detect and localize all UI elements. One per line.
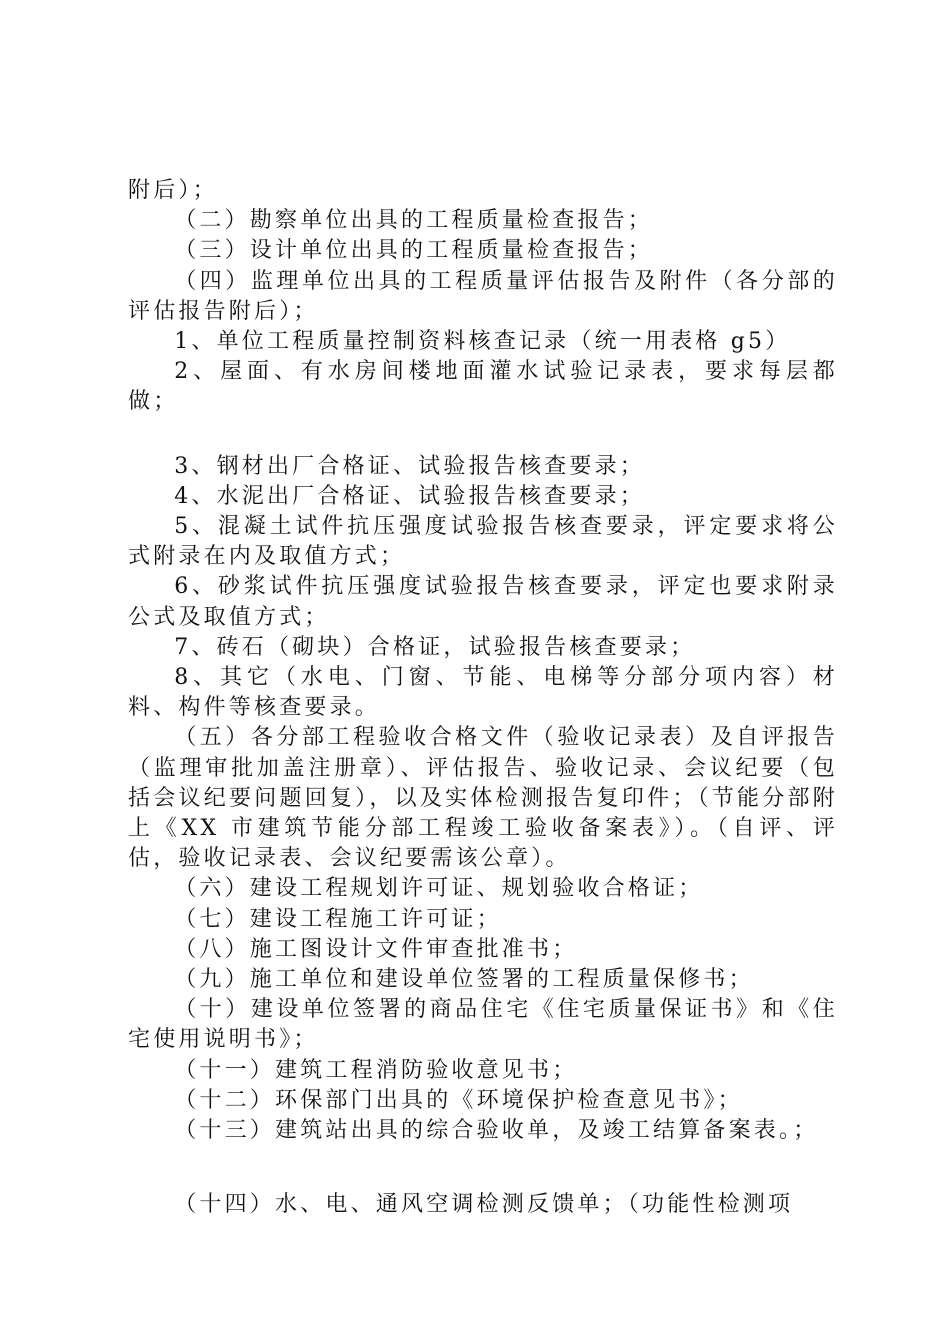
paragraph-7: （七）建设工程施工许可证； [174, 906, 502, 932]
paragraph-5: （五）各分部工程验收合格文件（验收记录表）及自评报告（监理审批加盖注册章）、评估报告、验收记录、会议纪要（包括会议纪要问题回复），以及实体检测报告复印件；（节能分部附上《XX 市建筑节能分部工程竣工验收备案表》）。（自评、评估，验收记录表、会议纪要需该公章）。 [128, 725, 838, 872]
paragraph-3: （三）设计单位出具的工程质量检查报告； [174, 238, 653, 264]
paragraph-11: （十一）建筑工程消防验收意见书； [174, 1057, 578, 1083]
paragraph-4-6: 6、砂浆试件抗压强度试验报告核查要录，评定也要求附录公式及取值方式； [128, 574, 838, 630]
document-body [128, 176, 838, 1221]
paragraph-4-1: 1、单位工程质量控制资料核查记录（统一用表格 g5） [174, 329, 791, 355]
paragraph-13: （十三）建筑站出具的综合验收单，及竣工结算备案表。； [174, 1118, 819, 1144]
paragraph-8: （八）施工图设计文件审查批准书； [174, 936, 578, 962]
paragraph-4-5: 5、混凝土试件抗压强度试验报告核查要录，评定要求将公式附录在内及取值方式； [128, 514, 838, 570]
paragraph-10: （十）建设单位签署的商品住宅《住宅质量保证书》和《住宅使用说明书》； [128, 997, 838, 1053]
paragraph-12: （十二）环保部门出具的《环境保护检查意见书》； [174, 1087, 743, 1113]
paragraph-cont-fuhou: 附后）； [128, 178, 218, 203]
paragraph-4-4: 4、水泥出厂合格证、试验报告核查要录； [174, 483, 645, 509]
paragraph-4: （四）监理单位出具的工程质量评估报告及附件（各分部的评估报告附后）； [128, 268, 838, 324]
paragraph-14: （十四）水、电、通风空调检测反馈单；（功能性检测项 [174, 1192, 794, 1218]
paragraph-6: （六）建设工程规划许可证、规划验收合格证； [174, 876, 704, 902]
paragraph-4-3: 3、钢材出厂合格证、试验报告核查要录； [174, 453, 645, 479]
paragraph-4-8: 8、其它（水电、门窗、节能、电梯等分部分项内容）材料、构件等核查要录。 [128, 665, 838, 721]
paragraph-4-7: 7、砖石（砌块）合格证，试验报告核查要录； [174, 634, 696, 660]
paragraph-2: （二）勘察单位出具的工程质量检查报告； [174, 208, 653, 234]
paragraph-9: （九）施工单位和建设单位签署的工程质量保修书； [174, 967, 754, 993]
paragraph-4-2: 2、屋面、有水房间楼地面灌水试验记录表，要求每层都做； [128, 359, 838, 415]
